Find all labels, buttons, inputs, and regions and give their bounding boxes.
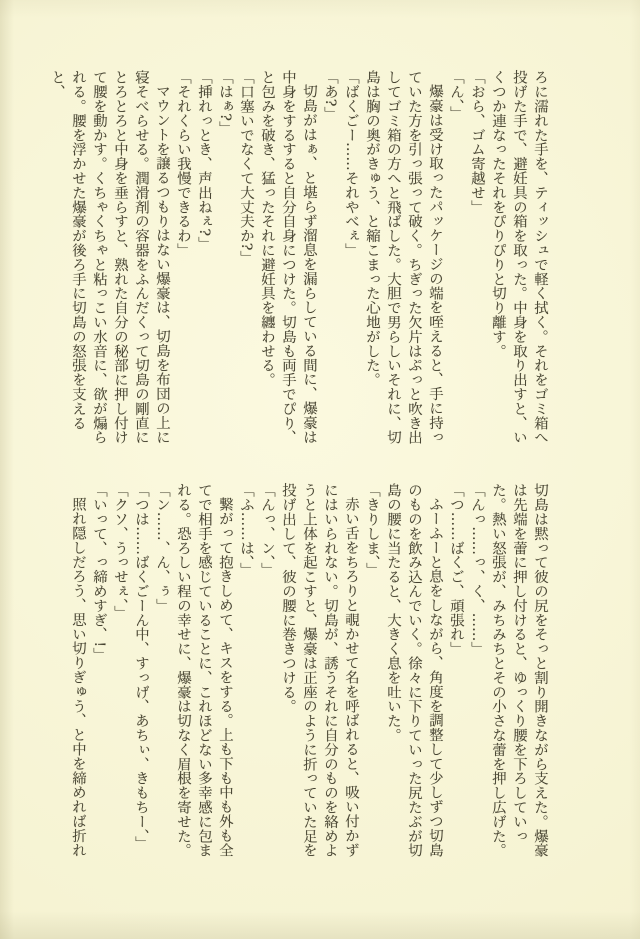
paragraph: 「つ……ばくご、頑張れ」 <box>448 483 464 656</box>
paragraph: ろに濡れた手を、ティッシュで軽く拭く。それをゴミ箱へ投げた手で、避妊具の箱を取った。中身を取り出すと、いくつか連なったそれをぴりぴりと切り離す。 <box>490 70 548 445</box>
paragraph: 赤い舌をちろりと覗かせて名を呼ばれると、吸い付かずにはいられない。切島が、誘うそれに自分のものを絡めようと上体を起こすと、爆豪は正座のように折っていた足を投げ出して、彼の腰に巻きつける。 <box>280 483 359 858</box>
paragraph: 「いって、っ締めすぎ、!」 <box>91 483 107 662</box>
paragraph: 爆豪は受け取ったパッケージの端を咥えると、手に持っていた方を引っ張って破く。ちぎった欠片はぷっと吹き出してゴミ箱の方へと飛ばした。大胆で男らしいそれに、切島は胸の奥がきゅう、と縮こまった心地がした。 <box>364 70 443 445</box>
paragraph: 「ん、」 <box>448 70 464 121</box>
paragraph: 「んっ……っ、く、……」 <box>469 483 485 656</box>
paragraph: 「んっ、ン、」 <box>259 483 275 577</box>
paragraph: 「はぁ?」 <box>217 70 233 136</box>
paragraph: 繋がって抱きしめて、キスをする。上も下も中も外も全てで相手を感じていることに、これほどない多幸感に包まれる。恐ろしい程の幸せに、爆豪は切なく眉根を寄せた。 <box>175 483 233 858</box>
top-page-text <box>46 70 550 449</box>
paragraph: ふーふーと息をしながら、角度を調整して少しずつ切島のものを飲み込んでいく。徐々に下りていった尻たぶが切島の腰に当たると、大きく息を吐いた。 <box>385 483 443 858</box>
paragraph: 「挿れっとき、声出ねぇ?」 <box>196 70 212 251</box>
paragraph: 照れ隠しだろう、思い切りぎゅう、と中を締めれば折れ <box>70 497 86 858</box>
paragraph: 「ばくごー……それやべぇ」 <box>343 70 359 258</box>
paragraph: 「つは……ばくごーん中、すっげ、あちぃ、きもちー、」 <box>133 483 149 851</box>
paragraph: 「おら、ゴム寄越せ」 <box>469 70 485 214</box>
paragraph: 切島がはぁ、と堪らず溜息を漏らしている間に、爆豪は中身をするすると自分自身につけた。切島も両手でぴり、と包みを破き、猛ったそれに避妊具を纏わせる。 <box>259 70 317 445</box>
bottom-page-text <box>67 483 550 862</box>
paragraph: 「ふ……は、」 <box>238 483 254 577</box>
paragraph: 切島は黙って彼の尻をそっと割り開きながら支えた。爆豪は先端を蕾に押し付けると、ゆっくり腰を下ろしていった。熱い怒張が、みちみちとその小さな蕾を押し広げた。 <box>490 483 548 858</box>
paragraph: 「あ?」 <box>322 70 338 121</box>
paragraph: 「きりしま、」 <box>364 483 380 577</box>
paragraph: 「クソ、うっせぇ、」 <box>112 483 128 620</box>
paragraph: 「口塞いでなくて大丈夫か?」 <box>238 70 254 265</box>
paragraph: 「ン……、ん、ぅ」 <box>154 483 170 613</box>
paragraph: マウントを譲るつもりはない爆豪は、切島を布団の上に寝そべらせる。潤滑剤の容器をふんだくって切島の剛直にとろとろと中身を垂らすと、熟れた自分の秘部に押し付けて腰を動かす。くちゃくちゃと粘っこい水音に、欲が煽られる。腰を浮かせた爆豪が後ろ手に切島の怒張を支えると、 <box>49 70 170 445</box>
paragraph: 「それくらい我慢できるわ」 <box>175 70 191 258</box>
